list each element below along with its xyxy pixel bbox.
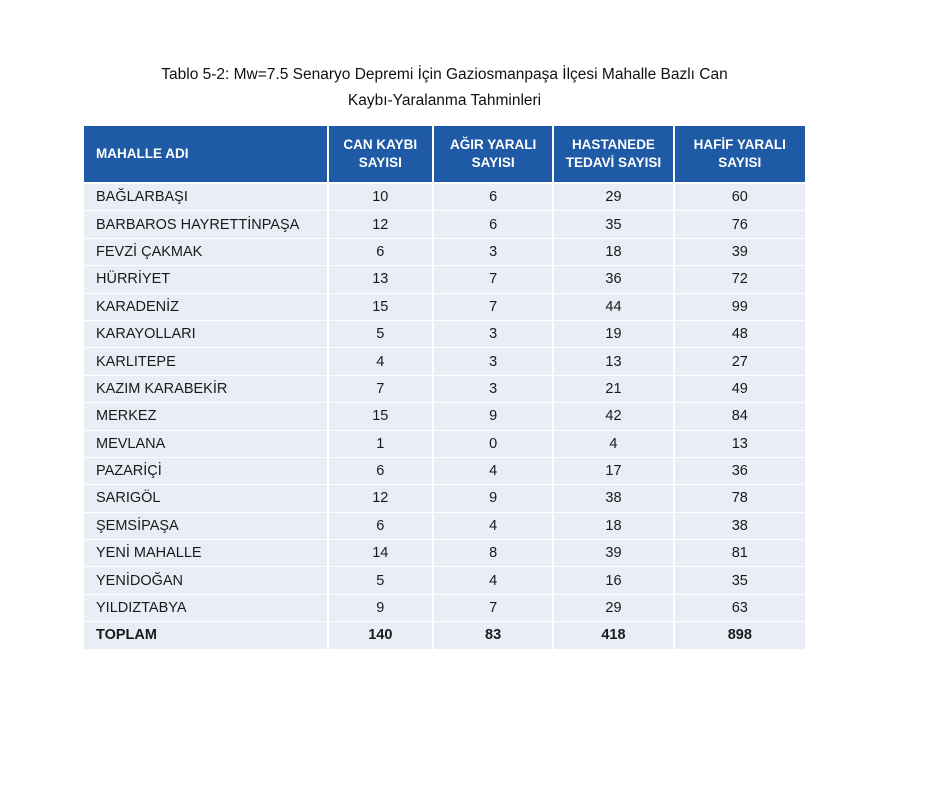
table-row bbox=[84, 321, 805, 348]
total-label: TOPLAM bbox=[84, 622, 327, 649]
cell-hastanede-tedavi: 44 bbox=[554, 294, 672, 321]
cell-can-kaybi: 9 bbox=[329, 595, 432, 622]
cell-hafif-yarali: 49 bbox=[675, 376, 805, 403]
total-row bbox=[84, 622, 805, 649]
cell-agir-yarali: 3 bbox=[434, 348, 552, 375]
cell-mahalle-name: PAZARİÇİ bbox=[84, 458, 327, 485]
cell-can-kaybi: 15 bbox=[329, 403, 432, 430]
cell-hafif-yarali: 84 bbox=[675, 403, 805, 430]
cell-can-kaybi: 4 bbox=[329, 348, 432, 375]
cell-can-kaybi: 6 bbox=[329, 513, 432, 540]
cell-mahalle-name: BAĞLARBAŞI bbox=[84, 184, 327, 211]
cell-agir-yarali: 3 bbox=[434, 376, 552, 403]
table-row bbox=[84, 458, 805, 485]
cell-can-kaybi: 12 bbox=[329, 485, 432, 512]
cell-hafif-yarali: 36 bbox=[675, 458, 805, 485]
header-agir-yarali: AĞIR YARALI SAYISI bbox=[434, 126, 552, 184]
table-row bbox=[84, 239, 805, 266]
cell-hastanede-tedavi: 35 bbox=[554, 211, 672, 238]
table-row bbox=[84, 266, 805, 293]
cell-can-kaybi: 15 bbox=[329, 294, 432, 321]
cell-hastanede-tedavi: 42 bbox=[554, 403, 672, 430]
cell-can-kaybi: 14 bbox=[329, 540, 432, 567]
cell-can-kaybi: 6 bbox=[329, 239, 432, 266]
header-row bbox=[84, 126, 805, 184]
header-hafif-yarali: HAFİF YARALI SAYISI bbox=[675, 126, 805, 184]
cell-agir-yarali: 6 bbox=[434, 184, 552, 211]
total-agir-yarali: 83 bbox=[434, 622, 552, 649]
cell-agir-yarali: 3 bbox=[434, 321, 552, 348]
cell-hafif-yarali: 35 bbox=[675, 567, 805, 594]
cell-hastanede-tedavi: 21 bbox=[554, 376, 672, 403]
cell-mahalle-name: MEVLANA bbox=[84, 431, 327, 458]
cell-mahalle-name: KARAYOLLARI bbox=[84, 321, 327, 348]
cell-mahalle-name: KAZIM KARABEKİR bbox=[84, 376, 327, 403]
cell-agir-yarali: 3 bbox=[434, 239, 552, 266]
cell-mahalle-name: YENİ MAHALLE bbox=[84, 540, 327, 567]
header-hastanede-tedavi: HASTANEDE TEDAVİ SAYISI bbox=[554, 126, 672, 184]
cell-hastanede-tedavi: 19 bbox=[554, 321, 672, 348]
cell-hafif-yarali: 99 bbox=[675, 294, 805, 321]
cell-hafif-yarali: 27 bbox=[675, 348, 805, 375]
header-can-kaybi: CAN KAYBI SAYISI bbox=[329, 126, 432, 184]
cell-agir-yarali: 8 bbox=[434, 540, 552, 567]
cell-agir-yarali: 7 bbox=[434, 595, 552, 622]
cell-hastanede-tedavi: 29 bbox=[554, 595, 672, 622]
cell-hastanede-tedavi: 38 bbox=[554, 485, 672, 512]
cell-hastanede-tedavi: 4 bbox=[554, 431, 672, 458]
cell-can-kaybi: 5 bbox=[329, 321, 432, 348]
cell-hastanede-tedavi: 29 bbox=[554, 184, 672, 211]
cell-agir-yarali: 9 bbox=[434, 403, 552, 430]
cell-hafif-yarali: 38 bbox=[675, 513, 805, 540]
cell-agir-yarali: 7 bbox=[434, 266, 552, 293]
table-row bbox=[84, 376, 805, 403]
cell-agir-yarali: 9 bbox=[434, 485, 552, 512]
total-hafif-yarali: 898 bbox=[675, 622, 805, 649]
table-row bbox=[84, 485, 805, 512]
cell-agir-yarali: 0 bbox=[434, 431, 552, 458]
cell-hafif-yarali: 13 bbox=[675, 431, 805, 458]
caption-line-2: Kaybı-Yaralanma Tahminleri bbox=[347, 92, 542, 109]
cell-hastanede-tedavi: 39 bbox=[554, 540, 672, 567]
cell-can-kaybi: 5 bbox=[329, 567, 432, 594]
cell-mahalle-name: MERKEZ bbox=[84, 403, 327, 430]
table-row bbox=[84, 294, 805, 321]
cell-can-kaybi: 6 bbox=[329, 458, 432, 485]
table-row bbox=[84, 513, 805, 540]
cell-hafif-yarali: 81 bbox=[675, 540, 805, 567]
cell-hafif-yarali: 72 bbox=[675, 266, 805, 293]
table-row bbox=[84, 431, 805, 458]
cell-hastanede-tedavi: 18 bbox=[554, 513, 672, 540]
table-row bbox=[84, 211, 805, 238]
table-row bbox=[84, 567, 805, 594]
cell-mahalle-name: FEVZİ ÇAKMAK bbox=[84, 239, 327, 266]
table-row bbox=[84, 403, 805, 430]
cell-mahalle-name: SARIGÖL bbox=[84, 485, 327, 512]
cell-agir-yarali: 4 bbox=[434, 513, 552, 540]
cell-can-kaybi: 1 bbox=[329, 431, 432, 458]
cell-mahalle-name: KARLITEPE bbox=[84, 348, 327, 375]
total-can-kaybi: 140 bbox=[329, 622, 432, 649]
cell-can-kaybi: 12 bbox=[329, 211, 432, 238]
cell-hastanede-tedavi: 36 bbox=[554, 266, 672, 293]
cell-hafif-yarali: 60 bbox=[675, 184, 805, 211]
cell-hastanede-tedavi: 16 bbox=[554, 567, 672, 594]
cell-mahalle-name: KARADENİZ bbox=[84, 294, 327, 321]
cell-mahalle-name: ŞEMSİPAŞA bbox=[84, 513, 327, 540]
header-mahalle-adi: MAHALLE ADI bbox=[84, 126, 327, 184]
cell-mahalle-name: HÜRRİYET bbox=[84, 266, 327, 293]
cell-mahalle-name: BARBAROS HAYRETTİNPAŞA bbox=[84, 211, 327, 238]
cell-can-kaybi: 7 bbox=[329, 376, 432, 403]
cell-hastanede-tedavi: 18 bbox=[554, 239, 672, 266]
cell-hafif-yarali: 78 bbox=[675, 485, 805, 512]
casualty-table bbox=[82, 126, 807, 650]
table-row bbox=[84, 348, 805, 375]
total-hastanede-tedavi: 418 bbox=[554, 622, 672, 649]
cell-hastanede-tedavi: 17 bbox=[554, 458, 672, 485]
table-row bbox=[84, 595, 805, 622]
cell-hafif-yarali: 48 bbox=[675, 321, 805, 348]
cell-can-kaybi: 10 bbox=[329, 184, 432, 211]
cell-agir-yarali: 6 bbox=[434, 211, 552, 238]
cell-agir-yarali: 7 bbox=[434, 294, 552, 321]
cell-hafif-yarali: 39 bbox=[675, 239, 805, 266]
cell-agir-yarali: 4 bbox=[434, 567, 552, 594]
cell-hastanede-tedavi: 13 bbox=[554, 348, 672, 375]
cell-hafif-yarali: 63 bbox=[675, 595, 805, 622]
cell-mahalle-name: YENİDOĞAN bbox=[84, 567, 327, 594]
cell-hafif-yarali: 76 bbox=[675, 211, 805, 238]
caption-line-1: Tablo 5-2: Mw=7.5 Senaryo Depremi İçin Gaziosmanpaşa İlçesi Mahalle Bazlı Can bbox=[161, 66, 728, 83]
table-caption bbox=[82, 62, 807, 114]
table-row bbox=[84, 184, 805, 211]
cell-agir-yarali: 4 bbox=[434, 458, 552, 485]
table-row bbox=[84, 540, 805, 567]
cell-can-kaybi: 13 bbox=[329, 266, 432, 293]
cell-mahalle-name: YILDIZTABYA bbox=[84, 595, 327, 622]
